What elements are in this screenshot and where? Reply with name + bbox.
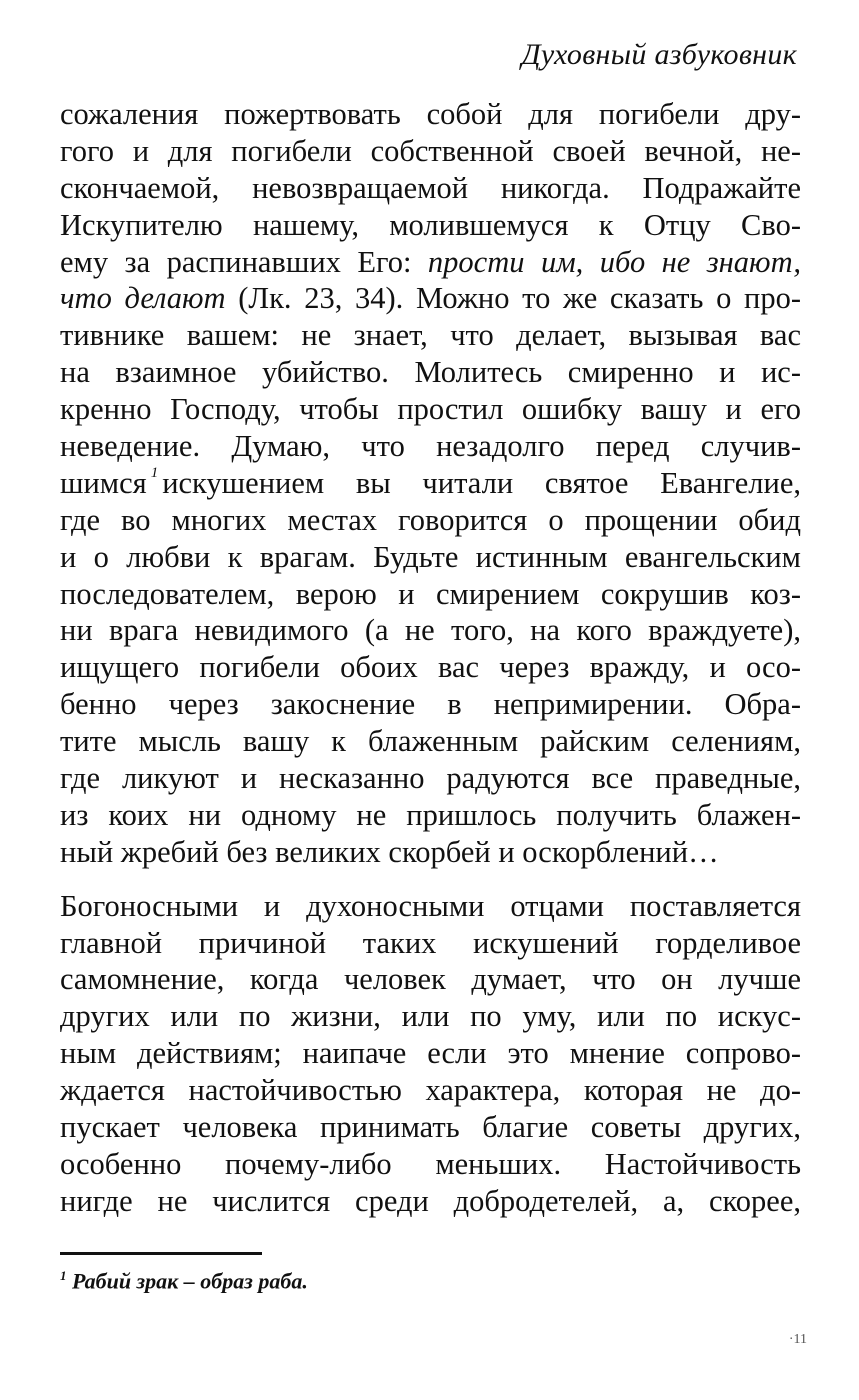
text-line: нигде не числится среди добродетелей, а, скорее,	[60, 1183, 801, 1218]
gospel-quote: что делают	[60, 281, 226, 316]
footnote-separator	[60, 1252, 262, 1255]
paragraph-gap	[60, 871, 801, 888]
text-line: других или по жизни, или по уму, или по искус-	[60, 999, 801, 1034]
text-line: Богоносными и духоносными отцами поставляется	[60, 888, 801, 923]
text-line: тите мысль вашу к блаженным райским селениям,	[60, 724, 801, 759]
text-line: гого и для погибели собственной своей вечной, не-	[60, 133, 801, 168]
text-line: ни врага невидимого (а не того, на кого враждуете),	[60, 613, 801, 648]
text-line: из коих ни одному не пришлось получить блажен-	[60, 797, 801, 832]
text-line: тивнике вашем: не знает, что делает, вызывая вас	[60, 318, 801, 353]
text-line: ный жребий без великих скорбей и оскорблений…	[60, 834, 719, 869]
text-line: последователем, верою и смирением сокрушив коз-	[60, 576, 801, 611]
footnote-marker: 1	[60, 1268, 67, 1283]
footnote-reference[interactable]: 1	[150, 464, 159, 481]
paragraph-1	[60, 96, 801, 871]
text-run: искушением вы читали святое Евангелие,	[162, 465, 801, 500]
text-line: и о любви к врагам. Будьте истинным евангельским	[60, 539, 801, 574]
page-number: ·11	[788, 1332, 807, 1347]
text-line: ждается настойчивостью характера, которая не до-	[60, 1073, 801, 1108]
text-line: сожаления пожертвовать собой для погибели дру-	[60, 97, 801, 131]
text-line: особенно почему-либо меньших. Настойчивость	[60, 1146, 801, 1181]
footnote-text: Рабий зрак – образ раба.	[72, 1268, 308, 1294]
body-text	[60, 96, 801, 1220]
text-line: ным действиям; наипаче если это мнение сопрово-	[60, 1036, 801, 1071]
text-line: ищущего погибели обоих вас через вражду, и осо-	[60, 650, 801, 685]
text-line: неведение. Думаю, что незадолго перед случив-	[60, 429, 801, 464]
text-line: где ликуют и несказанно радуются все праведные,	[60, 761, 801, 796]
text-line: на взаимное убийство. Молитесь смиренно и ис-	[60, 355, 801, 390]
text-line	[60, 244, 801, 281]
text-run: шимся	[60, 465, 147, 500]
text-line	[60, 465, 801, 502]
text-run: (Лк. 23, 34). Можно то же сказать о про-	[225, 281, 801, 316]
text-line: самомнение, когда человек думает, что он лучше	[60, 962, 801, 997]
text-line: Искупителю нашему, молившемуся к Отцу Сво-	[60, 207, 801, 242]
running-header: Духовный азбуковник	[521, 38, 797, 71]
text-run: ему за распинавших Его:	[60, 244, 428, 279]
text-line: главной причиной таких искушений горделивое	[60, 925, 801, 960]
text-line: пускает человека принимать благие советы других,	[60, 1110, 801, 1145]
text-line: кренно Господу, чтобы простил ошибку вашу и его	[60, 392, 801, 427]
text-line: где во многих местах говорится о прощении обид	[60, 502, 801, 537]
footnote	[60, 1268, 308, 1294]
text-line: бенно через закоснение в непримирении. Обра-	[60, 687, 801, 722]
text-line: скончаемой, невозвращаемой никогда. Подражайте	[60, 170, 801, 205]
gospel-quote: прости им, ибо не знают,	[427, 244, 801, 279]
text-line	[60, 280, 801, 317]
paragraph-2	[60, 888, 801, 1220]
